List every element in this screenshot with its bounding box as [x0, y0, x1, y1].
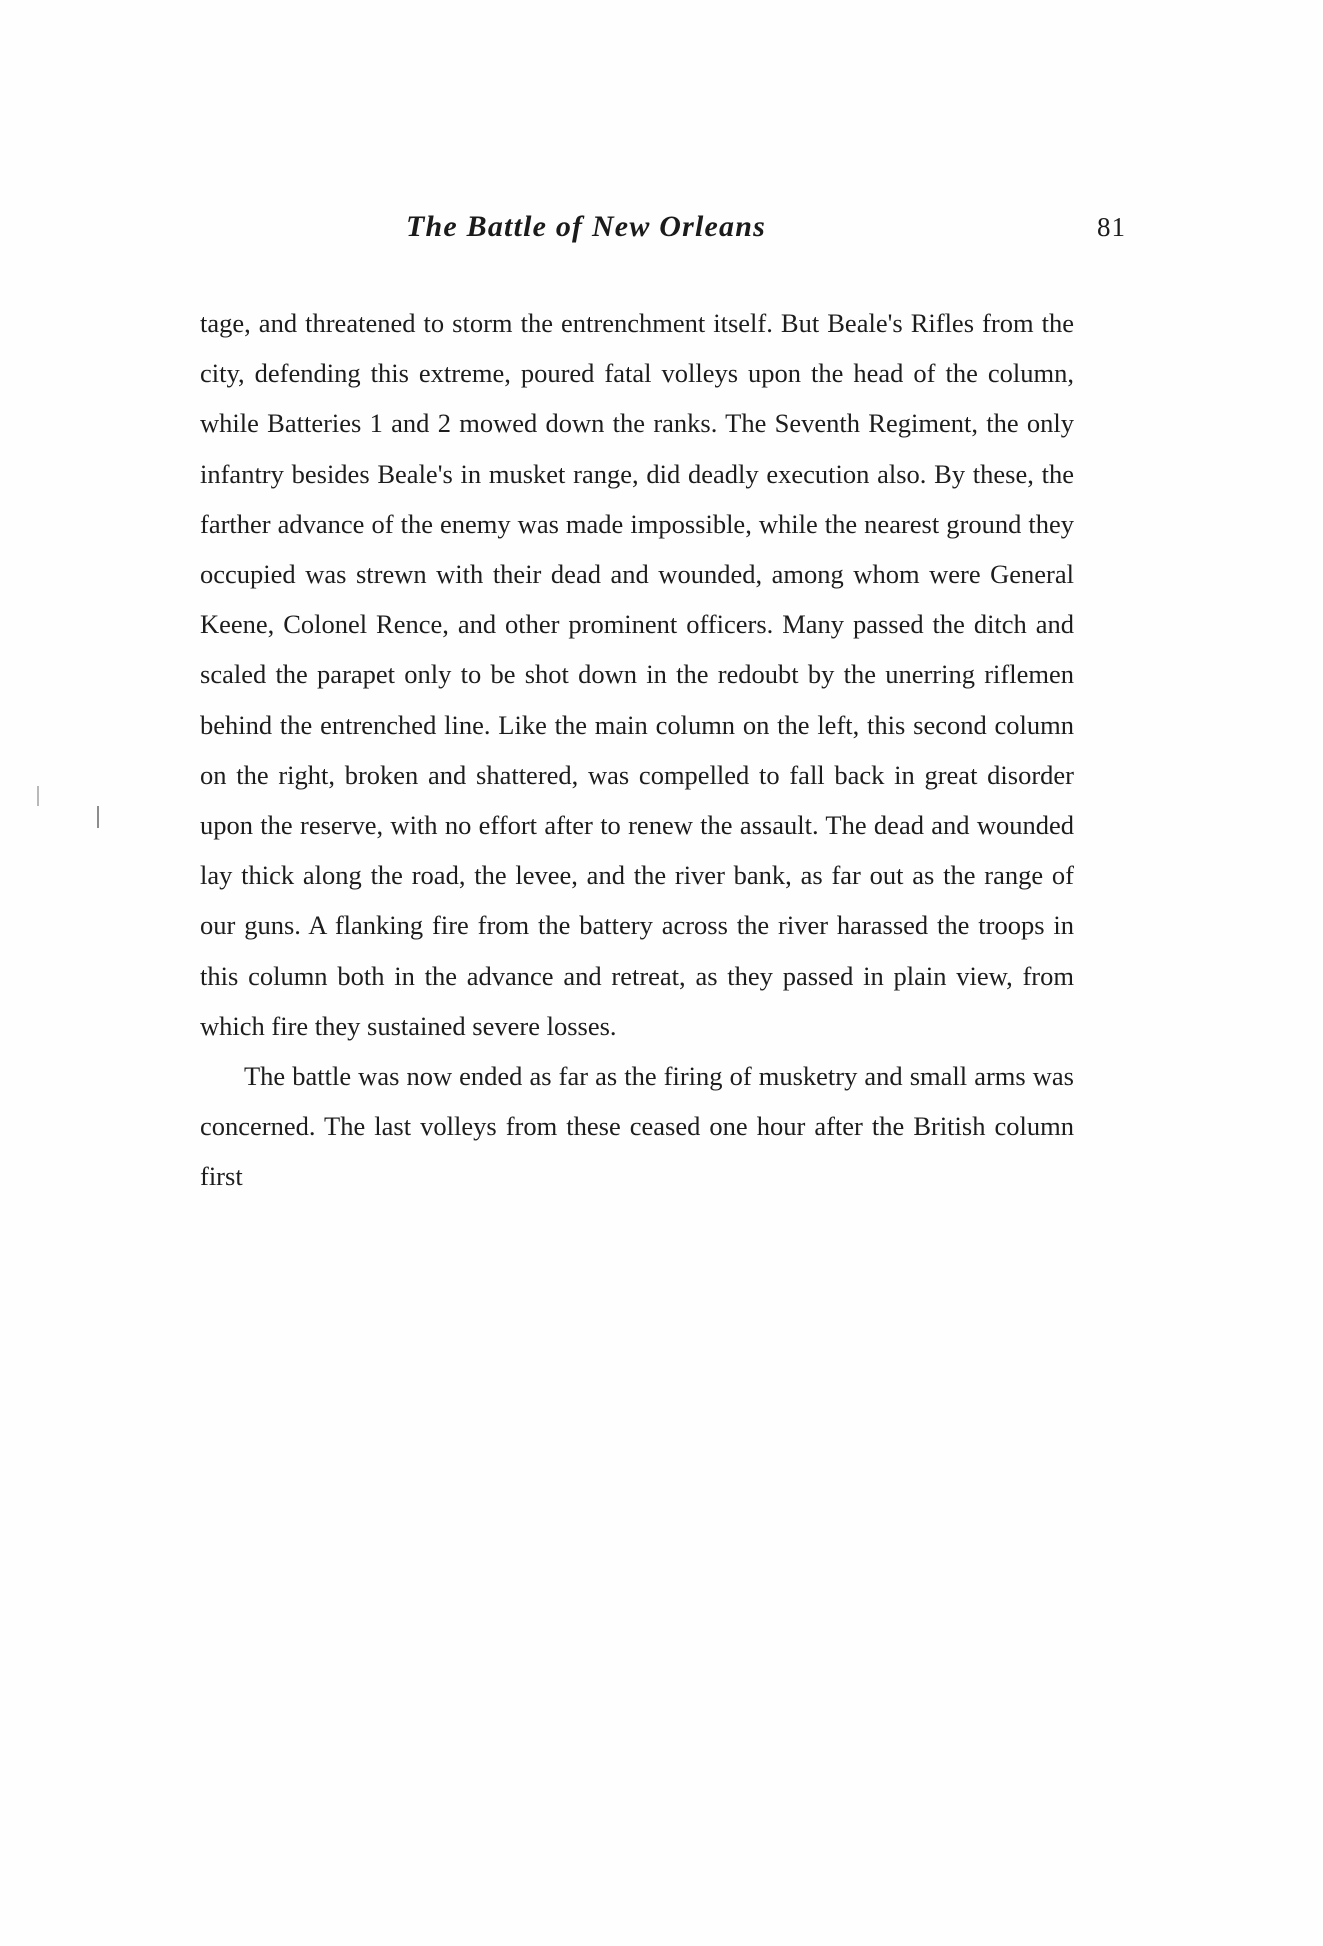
paragraph-new: The battle was now ended as far as the firing of musketry and small arms was concerned. The last volleys from these ceased one hour after the British column first: [200, 1061, 1074, 1192]
page-header: [196, 210, 1126, 244]
body-text: [200, 298, 1074, 1202]
margin-tick-mark-secondary: [37, 786, 39, 806]
running-title: The Battle of New Orleans: [406, 210, 766, 243]
page-number: 81: [1097, 212, 1126, 242]
margin-tick-mark: [97, 806, 99, 828]
paragraph-continued: tage, and threatened to storm the entrenchment itself. But Beale's Rifles from the city, defending this extreme, poured fatal volleys upon the head of the column, while Batteries 1 and 2 mowed down the ranks. The Seventh Regiment, the only infantry besides Beale's in musket range, did deadly execution also. By these, the farther advance of the enemy was made impossible, while the nearest ground they occupied was strewn with their dead and wounded, among whom were General Keene, Colonel Rence, and other prominent officers. Many passed the ditch and scaled the parapet only to be shot down in the redoubt by the unerring riflemen behind the entrenched line. Like the main column on the left, this second column on the right, broken and shattered, was compelled to fall back in great disorder upon the reserve, with no effort after to renew the assault. The dead and wounded lay thick along the road, the levee, and the river bank, as far out as the range of our guns. A flanking fire from the battery across the river harassed the troops in this column both in the advance and retreat, as they passed in plain view, from which fire they sustained severe losses.: [200, 308, 1074, 1041]
